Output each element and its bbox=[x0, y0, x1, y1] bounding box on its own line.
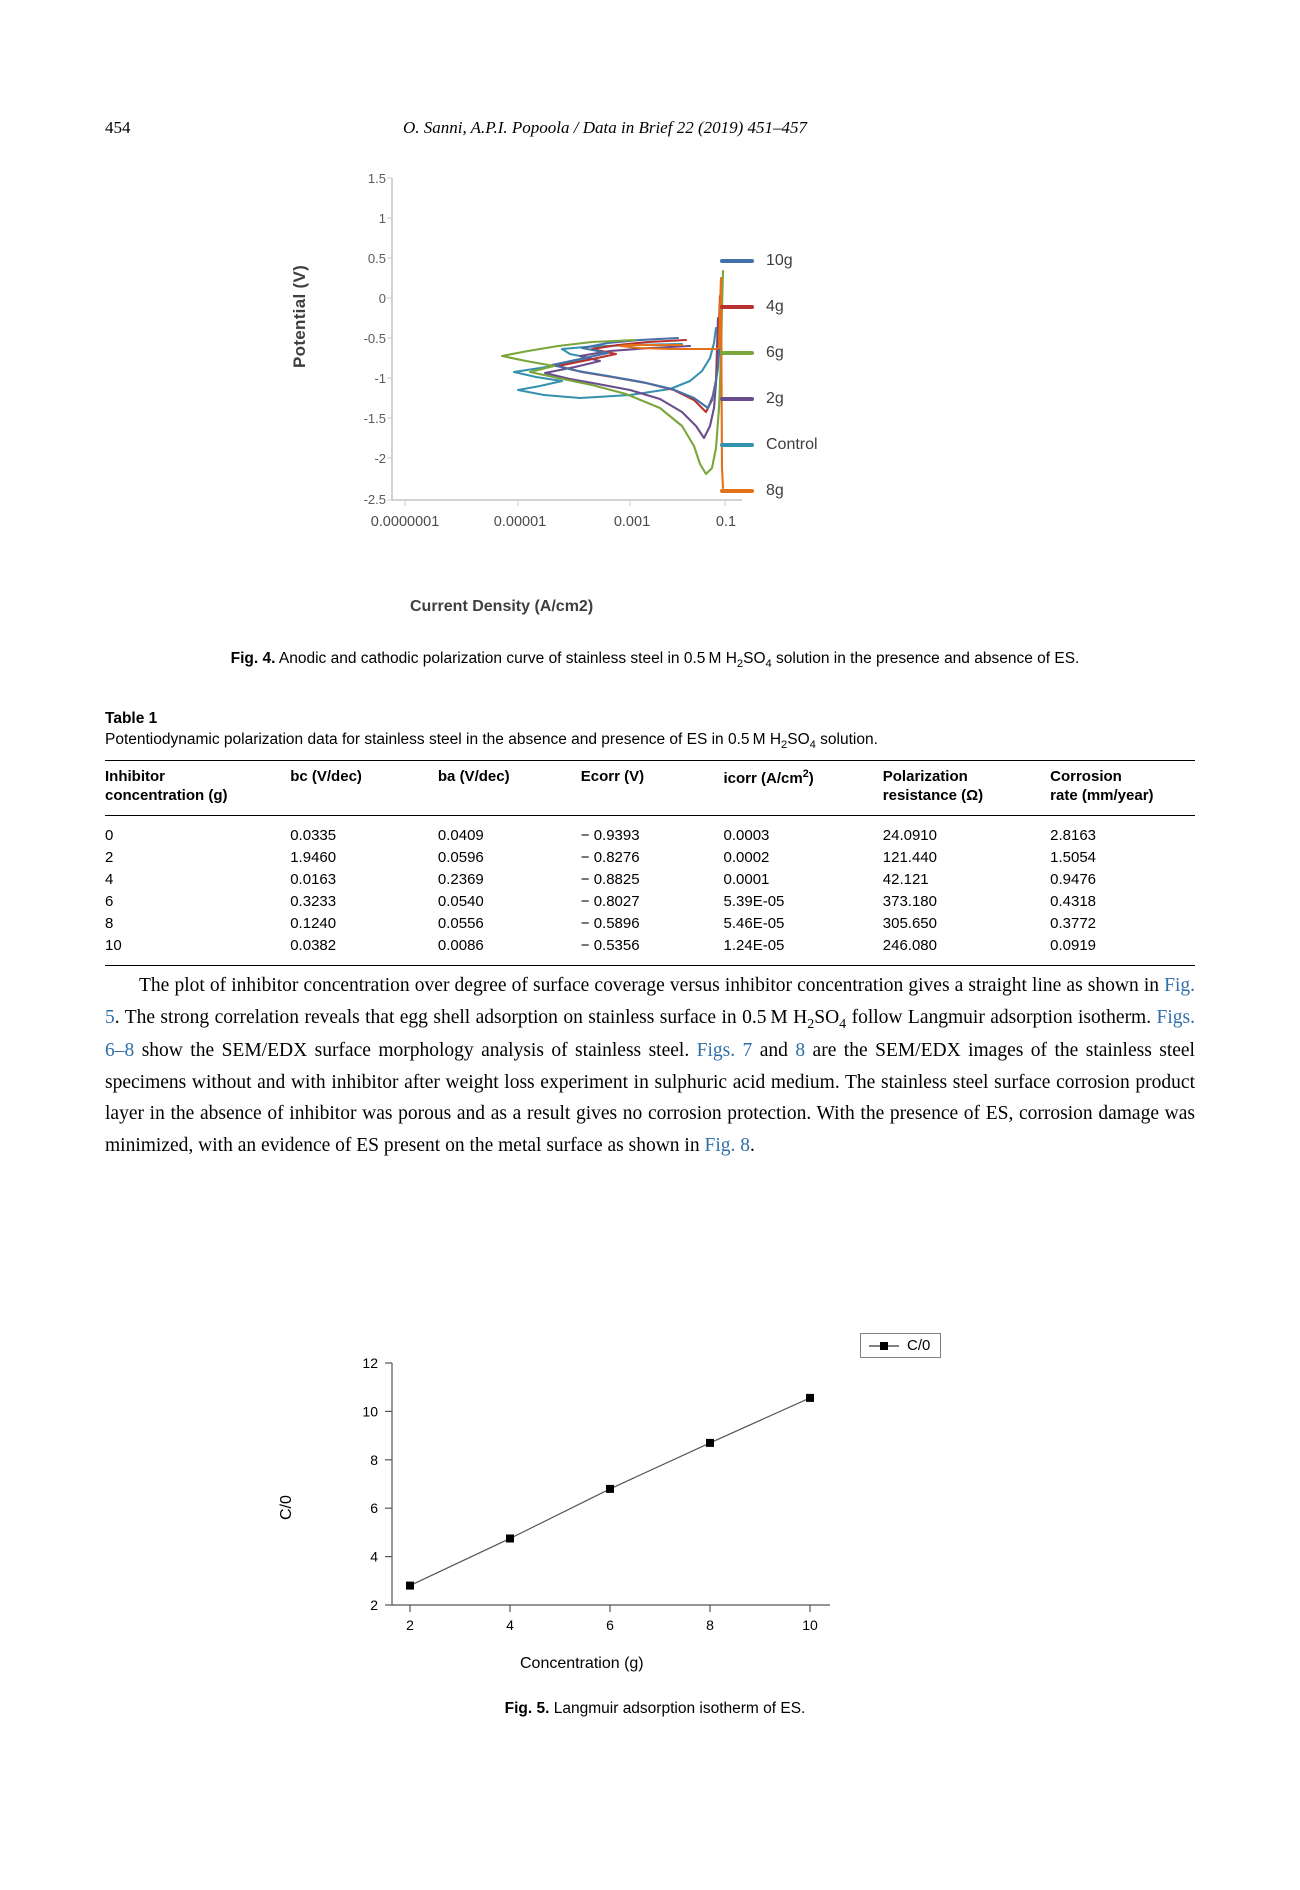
figure-4-caption-label: Fig. 4. bbox=[230, 650, 276, 667]
svg-text:1: 1 bbox=[378, 211, 386, 226]
svg-text:0: 0 bbox=[378, 291, 386, 306]
figure-4-x-axis-label: Current Density (A/cm2) bbox=[410, 598, 594, 615]
figure-5-caption-text: Langmuir adsorption isotherm of ES. bbox=[553, 1700, 806, 1717]
column-header-ba: ba (V/dec) bbox=[437, 768, 510, 786]
svg-text:12: 12 bbox=[362, 1355, 378, 1371]
cross-reference-fig8b[interactable]: Fig. 8 bbox=[704, 1134, 750, 1156]
figure-4-y-axis-label: Potential (V) bbox=[290, 264, 309, 368]
cell-corrosion-rate: 0.9476 bbox=[1050, 870, 1097, 888]
table-1-number: Table 1 bbox=[105, 710, 158, 727]
legend-marker-c0 bbox=[867, 1340, 901, 1352]
cell-corrosion-rate: 1.5054 bbox=[1050, 848, 1097, 866]
cell-concentration: 10 bbox=[105, 936, 122, 954]
cell-icorr: 5.46E-05 bbox=[723, 914, 785, 932]
cell-corrosion-rate: 0.0919 bbox=[1050, 936, 1097, 954]
table-row bbox=[105, 846, 1195, 868]
cell-polarization-resistance: 24.0910 bbox=[882, 826, 937, 844]
figure-4-legend bbox=[720, 238, 900, 514]
table-row bbox=[105, 912, 1195, 934]
cross-reference-fig7[interactable]: Figs. 7 bbox=[696, 1040, 753, 1062]
svg-text:2: 2 bbox=[406, 1617, 414, 1633]
cell-concentration: 4 bbox=[105, 870, 114, 888]
table-1-body bbox=[105, 815, 1195, 965]
svg-text:-2.5: -2.5 bbox=[363, 492, 386, 507]
cell-polarization-resistance: 121.440 bbox=[882, 848, 937, 866]
cell-concentration: 8 bbox=[105, 914, 114, 932]
running-title: O. Sanni, A.P.I. Popoola / Data in Brief 22 (2019) 451–457 bbox=[402, 118, 808, 137]
cell-ba: 0.0540 bbox=[437, 892, 484, 910]
cell-bc: 0.1240 bbox=[290, 914, 337, 932]
table-1-grid bbox=[105, 760, 1195, 966]
svg-text:4: 4 bbox=[370, 1548, 378, 1565]
legend-swatch-6g bbox=[720, 351, 754, 355]
legend-swatch-10g bbox=[720, 259, 754, 263]
cell-icorr: 5.39E-05 bbox=[723, 892, 785, 910]
cell-ecorr: − 0.5896 bbox=[580, 914, 640, 932]
cell-ecorr: − 0.8027 bbox=[580, 892, 640, 910]
legend-label-c0: C/0 bbox=[907, 1337, 931, 1354]
svg-text:0.001: 0.001 bbox=[613, 514, 651, 530]
svg-text:10: 10 bbox=[802, 1617, 818, 1633]
svg-text:0.5: 0.5 bbox=[367, 251, 386, 266]
cell-bc: 1.9460 bbox=[290, 848, 337, 866]
legend-label-10g: 10g bbox=[766, 252, 793, 269]
legend-item bbox=[720, 468, 900, 514]
cell-polarization-resistance: 42.121 bbox=[882, 870, 929, 888]
column-header-polarization-resistance: Polarization resistance (Ω) bbox=[882, 768, 984, 804]
paragraph-text: The plot of inhibitor concentration over degree of surface coverage versus inhibitor concentration gives a straight line as shown in Fig. 5. The strong correlation reveals that egg shell adsorption on stainless surface in 0.5 M $H_2SO_4$ follow Langmuir adsorption isotherm. Figs. 6–8 show the SEM/EDX surface morphology analysis of stainless steel. Figs. 7 and 8 are the SEM/EDX images of the stainless steel specimens without and with inhibitor after weight loss experiment in sulphuric acid medium. The stainless steel surface corrosion product layer in the absence of inhibitor was porous and as a result gives no corrosion protection. With the presence of ES, corrosion damage was minimized, with an evidence of ES present on the metal surface as shown in Fig. 8. bbox=[105, 975, 1196, 1156]
cell-corrosion-rate: 0.4318 bbox=[1050, 892, 1097, 910]
cell-icorr: 0.0001 bbox=[723, 870, 770, 888]
svg-text:8: 8 bbox=[370, 1451, 378, 1468]
table-1 bbox=[105, 710, 1195, 966]
cell-polarization-resistance: 305.650 bbox=[882, 914, 937, 932]
cell-icorr: 0.0003 bbox=[723, 826, 770, 844]
svg-text:0.0000001: 0.0000001 bbox=[370, 514, 440, 530]
svg-text:6: 6 bbox=[370, 1500, 378, 1517]
table-row bbox=[105, 890, 1195, 912]
cell-bc: 0.0335 bbox=[290, 826, 337, 844]
figure-4-caption-text: Anodic and cathodic polarization curve of stainless steel in 0.5 M $H_2SO_4$ solution in the presence and absence of ES. bbox=[278, 650, 1080, 671]
page-number: 454 bbox=[105, 118, 131, 137]
column-header-corrosion-rate: Corrosion rate (mm/year) bbox=[1050, 768, 1154, 804]
figure-4 bbox=[290, 168, 920, 638]
cell-polarization-resistance: 373.180 bbox=[882, 892, 937, 910]
legend-item bbox=[720, 284, 900, 330]
cell-concentration: 0 bbox=[105, 826, 114, 844]
svg-text:10: 10 bbox=[362, 1403, 378, 1420]
column-header-bc: bc (V/dec) bbox=[290, 768, 362, 786]
column-header-ecorr: Ecorr (V) bbox=[580, 768, 645, 786]
svg-text:0.1: 0.1 bbox=[715, 514, 737, 530]
legend-label-2g: 2g bbox=[766, 390, 784, 407]
body-paragraph bbox=[105, 970, 1195, 1162]
cell-ba: 0.0086 bbox=[437, 936, 484, 954]
cell-ecorr: − 0.9393 bbox=[580, 826, 640, 844]
legend-label-control: Control bbox=[766, 436, 818, 453]
legend-label-6g: 6g bbox=[766, 344, 784, 361]
cell-icorr: 0.0002 bbox=[723, 848, 770, 866]
cell-polarization-resistance: 246.080 bbox=[882, 936, 937, 954]
svg-text:-1: -1 bbox=[374, 371, 386, 386]
table-row bbox=[105, 934, 1195, 965]
cell-bc: 0.0382 bbox=[290, 936, 337, 954]
table-header-row bbox=[105, 761, 1195, 816]
cell-ecorr: − 0.8825 bbox=[580, 870, 640, 888]
figure-4-caption bbox=[110, 650, 1200, 670]
column-header-icorr: icorr $(A/cm^2)$ bbox=[723, 768, 814, 788]
cross-reference-figs6-8[interactable]: Figs. 6–8 bbox=[105, 1006, 1196, 1062]
figure-5-caption bbox=[110, 1700, 1200, 1718]
cell-concentration: 6 bbox=[105, 892, 114, 910]
legend-item bbox=[720, 422, 900, 468]
legend-item bbox=[720, 376, 900, 422]
svg-text:1.5: 1.5 bbox=[367, 171, 386, 186]
cell-corrosion-rate: 0.3772 bbox=[1050, 914, 1097, 932]
figure-5-plot bbox=[330, 1355, 890, 1655]
svg-text:4: 4 bbox=[506, 1617, 514, 1633]
figure-5-x-axis-label: Concentration (g) bbox=[520, 1655, 644, 1672]
legend-swatch-4g bbox=[720, 305, 754, 309]
figure-5 bbox=[278, 1337, 990, 1685]
cell-icorr: 1.24E-05 bbox=[723, 936, 785, 954]
svg-text:2: 2 bbox=[370, 1597, 378, 1613]
figure-5-caption-label: Fig. 5. bbox=[504, 1700, 550, 1717]
cell-ecorr: − 0.8276 bbox=[580, 848, 640, 866]
figure-5-y-axis-label: C/0 bbox=[278, 1495, 295, 1520]
legend-swatch-2g bbox=[720, 397, 754, 401]
svg-text:-2: -2 bbox=[374, 451, 386, 466]
cell-ba: 0.0596 bbox=[437, 848, 484, 866]
legend-swatch-control bbox=[720, 443, 754, 447]
svg-text:0.00001: 0.00001 bbox=[493, 514, 547, 530]
figure-4-plot bbox=[330, 168, 750, 593]
cross-reference-fig8[interactable]: 8 bbox=[795, 1040, 806, 1062]
svg-text:8: 8 bbox=[706, 1617, 714, 1633]
cross-reference-fig5[interactable]: Fig. 5 bbox=[105, 975, 1195, 1028]
svg-text:-0.5: -0.5 bbox=[363, 331, 386, 346]
cell-ecorr: − 0.5356 bbox=[580, 936, 640, 954]
table-row bbox=[105, 868, 1195, 890]
cell-bc: 0.3233 bbox=[290, 892, 337, 910]
legend-swatch-8g bbox=[720, 489, 754, 493]
cell-ba: 0.0556 bbox=[437, 914, 484, 932]
table-1-caption: Potentiodynamic polarization data for stainless steel in the absence and presence of ES in 0.5 M $H_2SO_4$ solution. bbox=[105, 731, 878, 752]
table-row bbox=[105, 815, 1195, 846]
cell-bc: 0.0163 bbox=[290, 870, 337, 888]
legend-item bbox=[720, 330, 900, 376]
svg-text:6: 6 bbox=[606, 1617, 614, 1633]
cell-ba: 0.0409 bbox=[437, 826, 484, 844]
cell-corrosion-rate: 2.8163 bbox=[1050, 826, 1097, 844]
cell-ba: 0.2369 bbox=[437, 870, 484, 888]
legend-item bbox=[720, 238, 900, 284]
legend-label-8g: 8g bbox=[766, 482, 784, 499]
column-header-inhibitor-concentration: Inhibitor concentration (g) bbox=[105, 768, 228, 804]
cell-concentration: 2 bbox=[105, 848, 114, 866]
svg-text:-1.5: -1.5 bbox=[363, 411, 386, 426]
legend-label-4g: 4g bbox=[766, 298, 784, 315]
